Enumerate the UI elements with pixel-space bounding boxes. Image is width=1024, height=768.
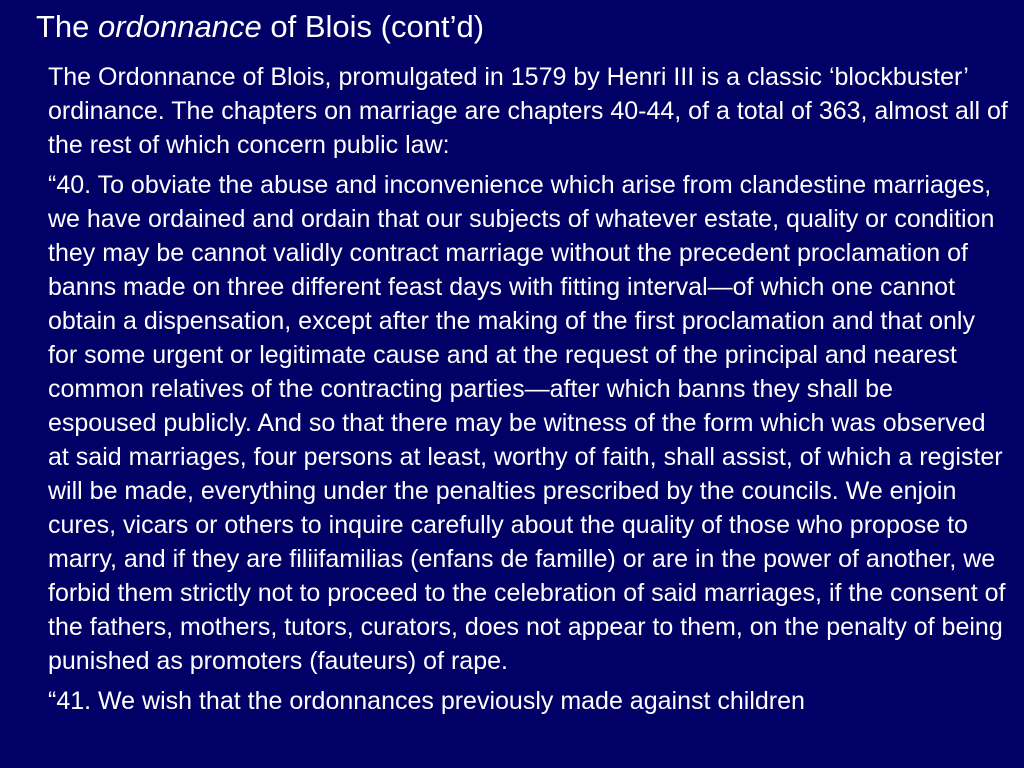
chapter-41-paragraph: “41. We wish that the ordonnances previously made against children [48,687,805,715]
intro-paragraph: The Ordonnance of Blois, promulgated in 1579 by Henri III is a classic ‘blockbuster’ ordinance. The chapters on marriage are chapters 40-44, of a total of 363, almost all of the rest of which concern public law: [48,63,1008,159]
slide-title [36,8,484,46]
title-prefix: The [36,9,99,44]
slide-body [48,60,1008,718]
title-suffix: of Blois (cont’d) [261,9,485,44]
chapter-40-paragraph: “40. To obviate the abuse and inconvenience which arise from clandestine marriages, we have ordained and ordain that our subjects of whatever estate, quality or condition they may be cannot validly contract marriage without the precedent proclamation of banns made on three different feast days with fitting interval—of which one cannot obtain a dispensation, except after the making of the first proclamation and that only for some urgent or legitimate cause and at the request of the principal and nearest common relatives of the contracting parties—after which banns they shall be espoused publicly. And so that there may be witness of the form which was observed at said marriages, four persons at least, worthy of faith, shall assist, of which a register will be made, everything under the penalties prescribed by the councils. We enjoin cures, vicars or others to inquire carefully about the quality of those who propose to marry, and if they are filiifamilias (enfans de famille) or are in the power of another, we forbid them strictly not to proceed to the celebration of said marriages, if the consent of the fathers, mothers, tutors, curators, does not appear to them, on the penalty of being punished as promoters (fauteurs) of rape. [48,171,1006,675]
title-emphasis: ordonnance [98,9,262,44]
